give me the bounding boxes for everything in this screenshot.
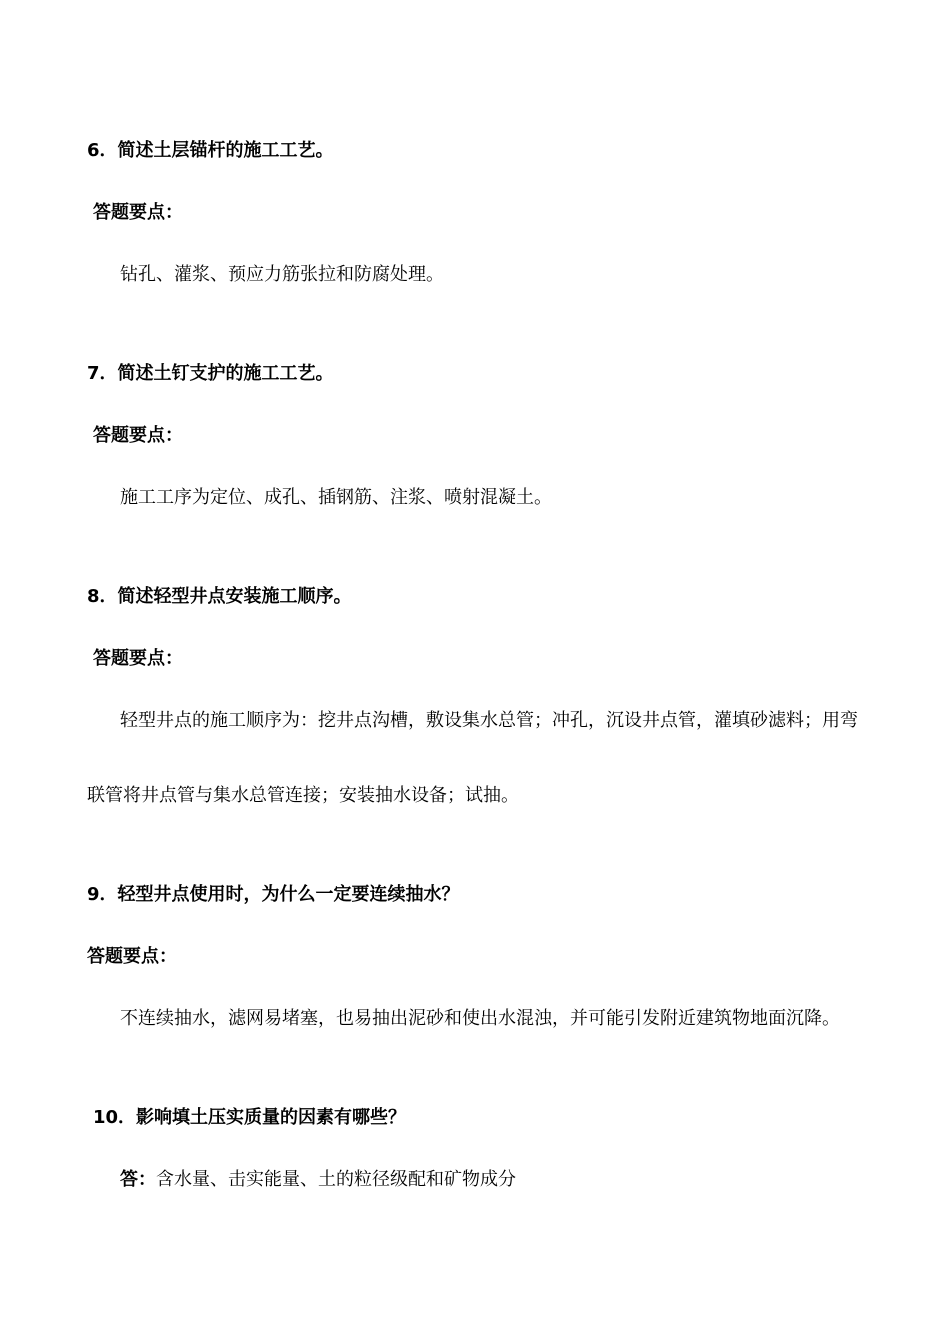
question-9-answer: 不连续抽水，滤网易堵塞，也易抽出泥砂和使出水混浊，并可能引发附近建筑物地面沉降。 — [120, 1008, 840, 1029]
question-7-answer-label: 答题要点： — [93, 425, 183, 446]
question-10-answer: 含水量、击实能量、土的粒径级配和矿物成分 — [156, 1169, 516, 1190]
question-10-title: 10．影响填土压实质量的因素有哪些？ — [93, 1107, 407, 1128]
question-7-answer: 施工工序为定位、成孔、插钢筋、注浆、喷射混凝土。 — [120, 487, 552, 508]
question-6-answer: 钻孔、灌浆、预应力筋张拉和防腐处理。 — [120, 264, 444, 285]
question-7-title: 7．简述土钉支护的施工工艺。 — [87, 363, 334, 384]
question-6-title: 6．简述土层锚杆的施工工艺。 — [87, 140, 334, 161]
question-10-answer-label: 答： — [120, 1169, 156, 1190]
question-9-answer-label: 答题要点： — [87, 946, 177, 967]
question-8-answer-label: 答题要点： — [93, 648, 183, 669]
question-9-title: 9．轻型井点使用时，为什么一定要连续抽水？ — [87, 884, 460, 905]
question-8-title: 8．简述轻型井点安装施工顺序。 — [87, 586, 352, 607]
question-8-answer-line-1: 轻型井点的施工顺序为：挖井点沟槽，敷设集水总管；冲孔，沉设井点管，灌填砂滤料；用弯 — [120, 710, 858, 731]
question-10-answer-row — [120, 1168, 516, 1192]
question-8-answer-line-2: 联管将井点管与集水总管连接；安装抽水设备；试抽。 — [87, 785, 519, 806]
question-6-answer-label: 答题要点： — [93, 202, 183, 223]
